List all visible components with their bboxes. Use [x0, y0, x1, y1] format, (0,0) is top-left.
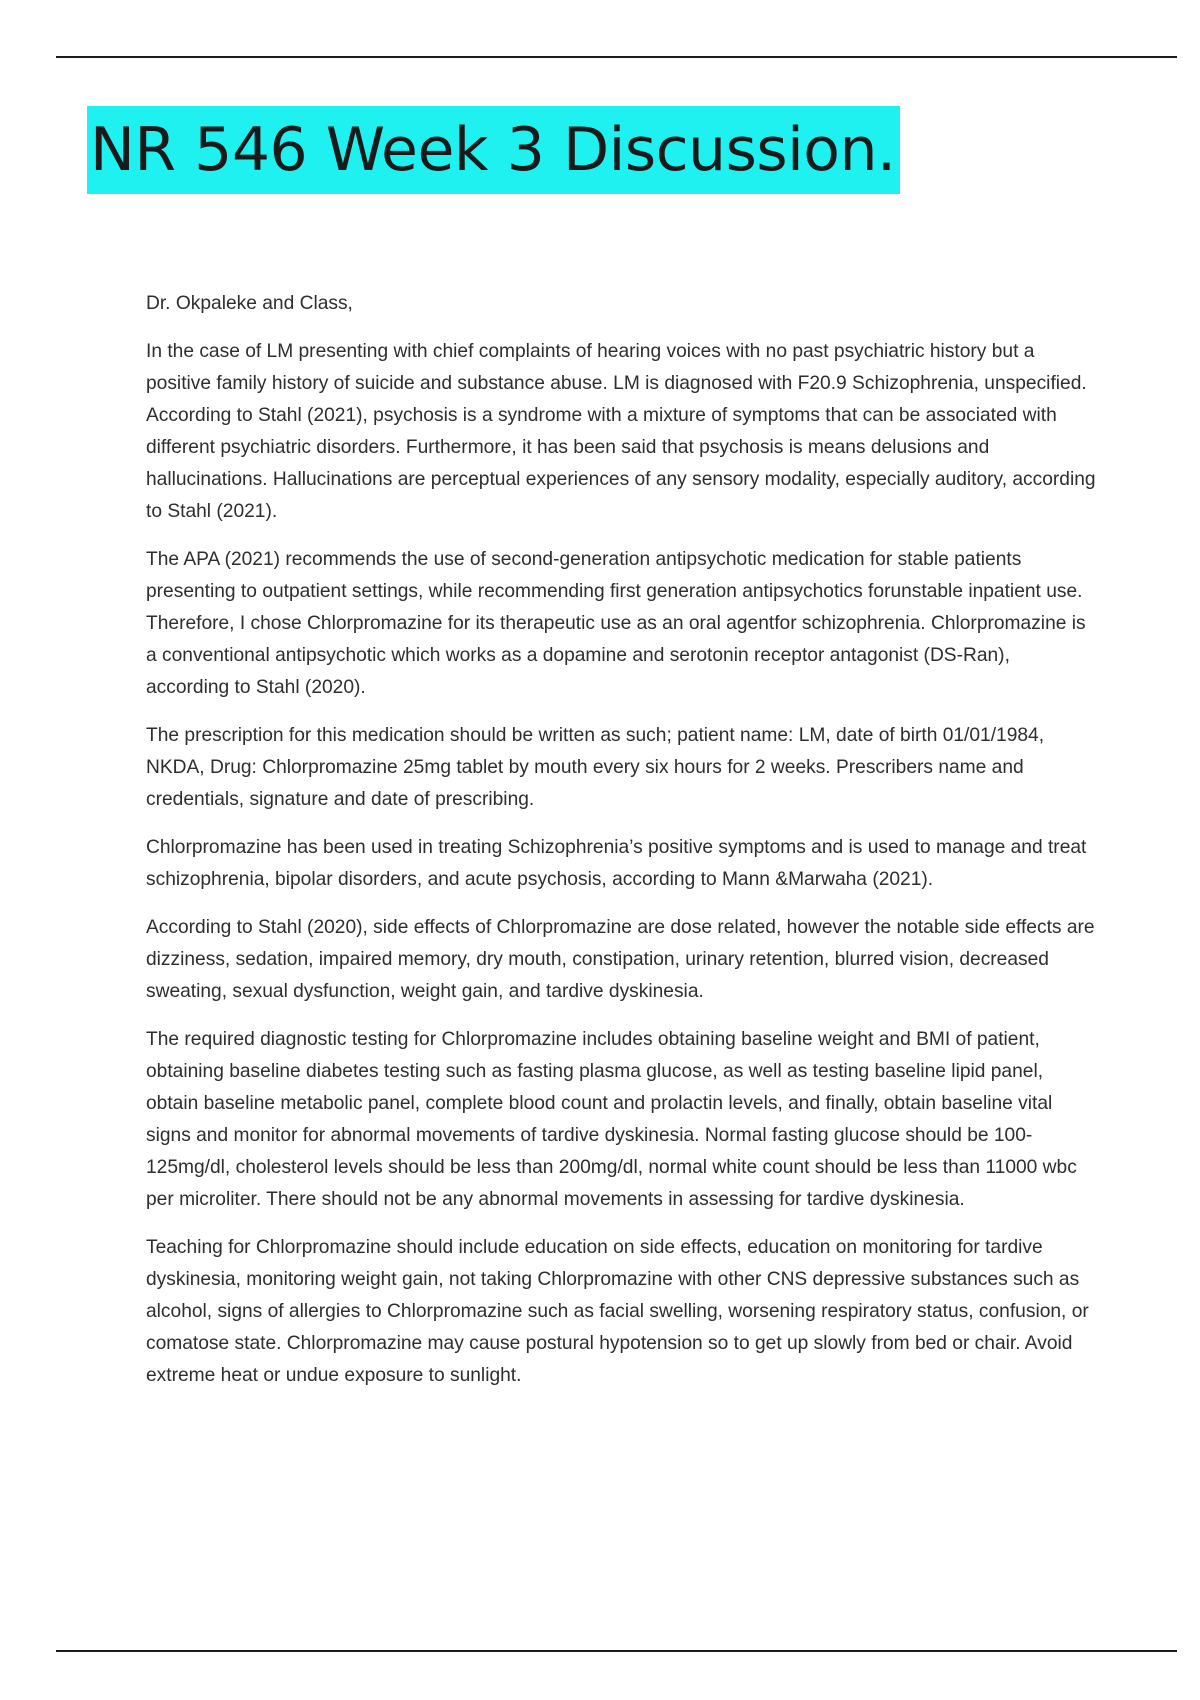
paragraph-teaching: Teaching for Chlorpromazine should include education on side effects, education on monitoring for tardive dyskinesia, monitoring weight gain, not taking Chlorpromazine with other CNS depressive substances such as alcohol, signs of allergies to Chlorpromazine such as facial swelling, worsening respiratory status, confusion, or comatose state. Chlorpromazine may cause postural hypotension so to get up slowly from bed or chair. Avoid extreme heat or undue exposure to sunlight.	[146, 1237, 1089, 1386]
paragraph-diagnosis: In the case of LM presenting with chief complaints of hearing voices with no past psychiatric history but a positive family history of suicide and substance abuse. LM is diagnosed with F20.9 Schizophrenia, unspecified. According to Stahl (2021), psychosis is a syndrome with a mixture of symptoms that can be associated with different psychiatric disorders. Furthermore, it has been said that psychosis is means delusions and hallucinations. Hallucinations are perceptual experiences of any sensory modality, especially auditory, according to Stahl (2021).	[146, 341, 1096, 522]
page-title: NR 546 Week 3 Discussion.	[87, 106, 900, 194]
salutation: Dr. Okpaleke and Class,	[146, 293, 353, 314]
document-body	[146, 288, 1096, 1408]
paragraph-indications: Chlorpromazine has been used in treating Schizophrenia’s positive symptoms and is used to manage and treat schizophrenia, bipolar disorders, and acute psychosis, according to Mann &Marwaha (2021).	[146, 837, 1087, 890]
bottom-rule	[56, 1650, 1177, 1652]
paragraph-side-effects: According to Stahl (2020), side effects of Chlorpromazine are dose related, however the notable side effects are dizziness, sedation, impaired memory, dry mouth, constipation, urinary retention, blurred vision, decreased sweating, sexual dysfunction, weight gain, and tardive dyskinesia.	[146, 917, 1095, 1002]
top-rule	[56, 56, 1177, 58]
paragraph-treatment-choice: The APA (2021) recommends the use of second-generation antipsychotic medication for stable patients presenting to outpatient settings, while recommending first generation antipsychotics forunstable inpatient use. Therefore, I chose Chlorpromazine for its therapeutic use as an oral agentfor schizophrenia. Chlorpromazine is a conventional antipsychotic which works as a dopamine and serotonin receptor antagonist (DS-Ran), according to Stahl (2020).	[146, 549, 1086, 698]
paragraph-diagnostic-testing: The required diagnostic testing for Chlorpromazine includes obtaining baseline weight and BMI of patient, obtaining baseline diabetes testing such as fasting plasma glucose, as well as testing baseline lipid panel, obtain baseline metabolic panel, complete blood count and prolactin levels, and finally, obtain baseline vital signs and monitor for abnormal movements of tardive dyskinesia. Normal fasting glucose should be 100-125mg/dl, cholesterol levels should be less than 200mg/dl, normal white count should be less than 11000 wbc per microliter. There should not be any abnormal movements in assessing for tardive dyskinesia.	[146, 1029, 1077, 1210]
paragraph-prescription: The prescription for this medication should be written as such; patient name: LM, date of birth 01/01/1984, NKDA, Drug: Chlorpromazine 25mg tablet by mouth every six hours for 2 weeks. Prescribers name and credentials, signature and date of prescribing.	[146, 725, 1045, 810]
